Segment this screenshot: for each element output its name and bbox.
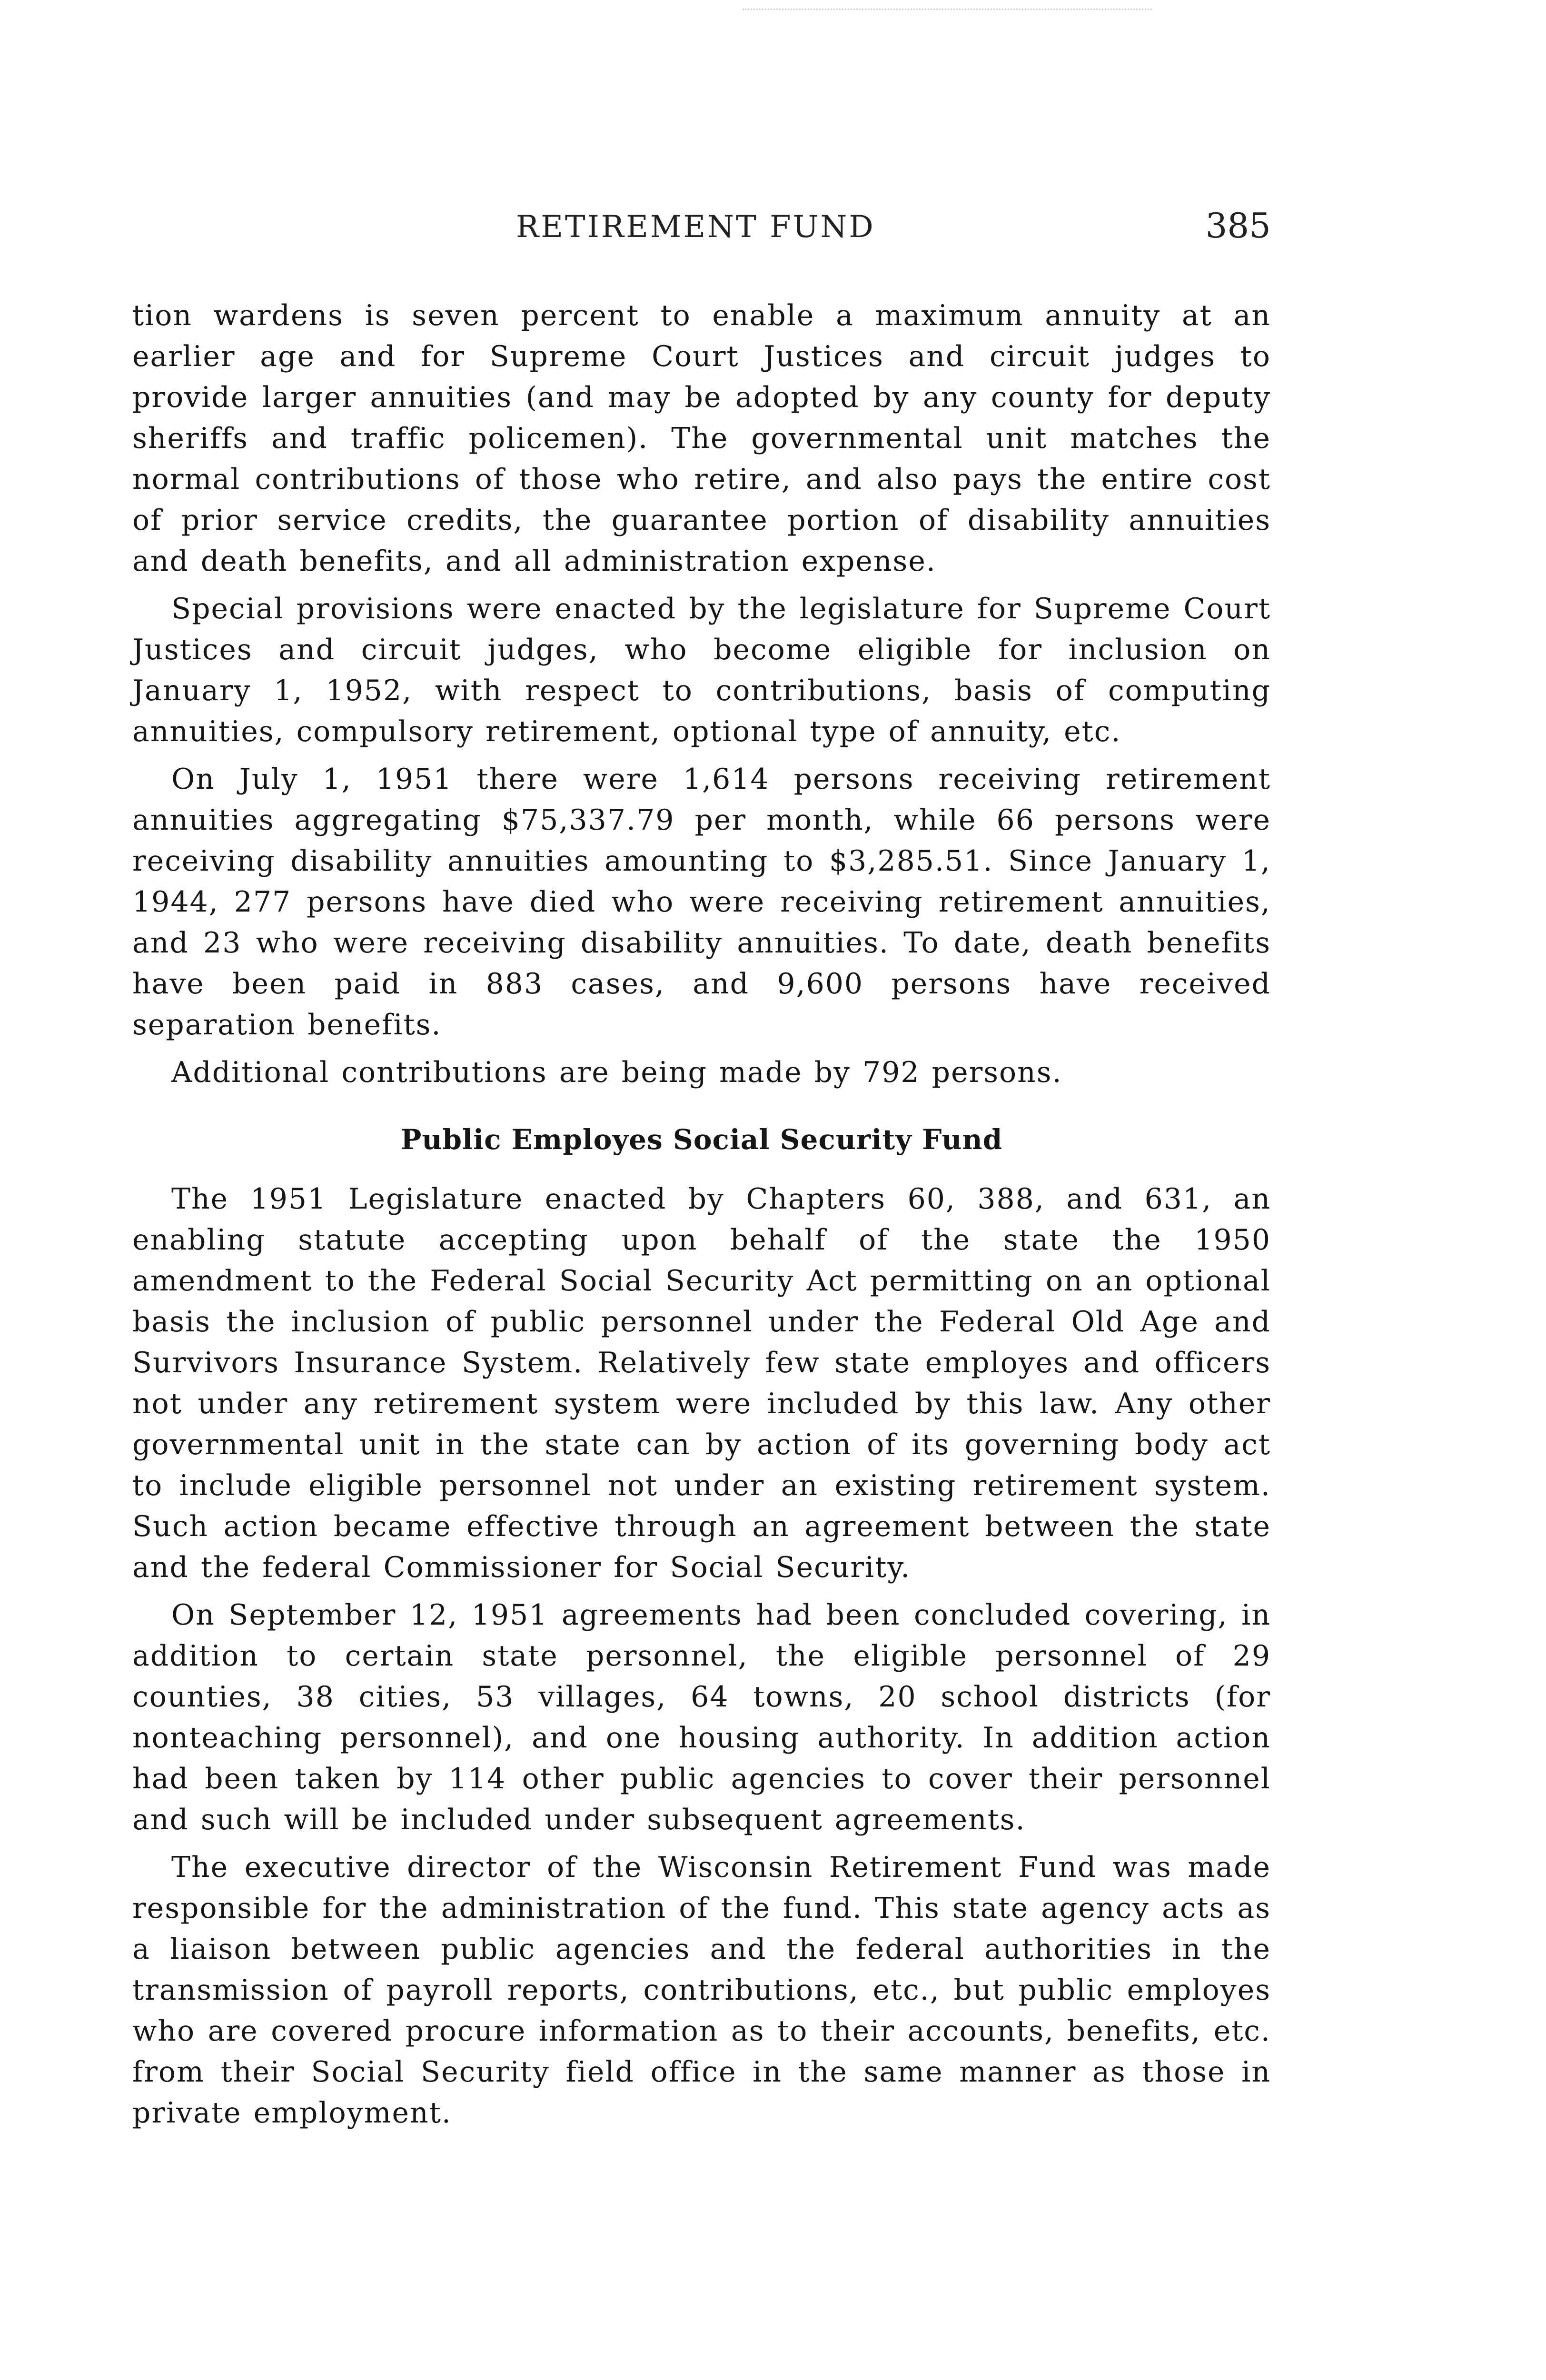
paragraph-continuation: tion wardens is seven percent to enable a maximum annuity at an earlier age and for Supreme Court Justices and circuit judges to provide larger annuities (and may be adopted by any county for deputy sheriffs and traffic policemen). The governmental unit matches the normal contributions of those who retire, and also pays the entire cost of prior service credits, the guarantee portion of disability annuities and death benefits, and all administration expense. xyxy=(132,299,1271,578)
paragraph-special-provisions: Special provisions were enacted by the legislature for Supreme Court Justices and circuit judges, who become eligible for inclusion on January 1, 1952, with respect to contributions, basis of computing annuities, compulsory retirement, optional type of annuity, etc. xyxy=(132,592,1271,748)
paragraph-agreements-concluded: On September 12, 1951 agreements had been concluded covering, in addition to certain state personnel, the eligible personnel of 29 counties, 38 cities, 53 villages, 64 towns, 20 school districts (for nonteaching personnel), and one housing authority. In addition action had been taken by 114 other public agencies to cover their personnel and such will be included under subsequent agreements. xyxy=(132,1598,1271,1836)
page-number: 385 xyxy=(1205,206,1271,246)
paragraph-legislature-enactment: The 1951 Legislature enacted by Chapters 60, 388, and 631, an enabling statute accepting upon behalf of the state the 1950 amendment to the Federal Social Security Act permitting on an optional basis the inclusion of public personnel under the Federal Old Age and Survivors Insurance System. Relatively few state employes and officers not under any retirement system were included by this law. Any other governmental unit in the state can by action of its governing body act to include eligible personnel not under an existing retirement system. Such action became effective through an agreement between the state and the federal Commissioner for Social Security. xyxy=(132,1182,1271,1584)
paragraph-additional-contributions: Additional contributions are being made by 792 persons. xyxy=(171,1056,1062,1089)
body-text xyxy=(132,295,1271,2133)
running-head-title: RETIREMENT FUND xyxy=(516,209,875,245)
paragraph-annuity-statistics: On July 1, 1951 there were 1,614 persons receiving retirement annuities aggregating $75,337.79 per month, while 66 persons were receiving disability annuities amounting to $3,285.51. Since January 1, 1944, 277 persons have died who were receiving retirement annuities, and 23 who were receiving disability annuities. To date, death benefits have been paid in 883 cases, and 9,600 persons have received separation benefits. xyxy=(132,763,1271,1041)
scan-artifact xyxy=(743,9,1152,14)
section-heading: Public Employes Social Security Fund xyxy=(400,1123,1003,1156)
paragraph-executive-director: The executive director of the Wisconsin Retirement Fund was made responsible for the administration of the fund. This state agency acts as a liaison between public agencies and the federal authorities in the transmission of payroll reports, contributions, etc., but public employes who are covered procure information as to their accounts, benefits, etc. from their Social Security field office in the same manner as those in private employment. xyxy=(132,1851,1271,2130)
